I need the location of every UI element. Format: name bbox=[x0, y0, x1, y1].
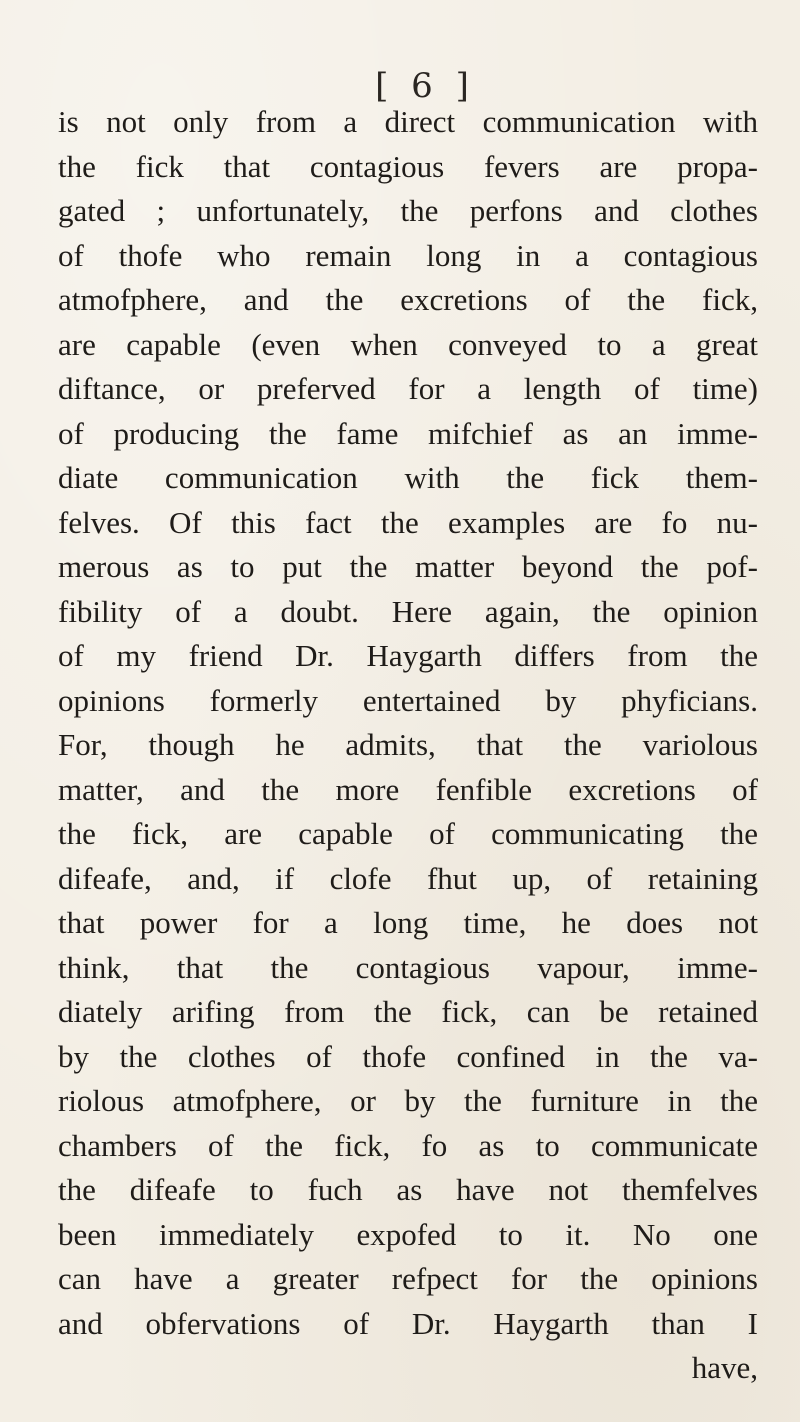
text-line: the fick that contagious fevers are propa- bbox=[58, 148, 758, 184]
text-line: For, though he admits, that the variolous bbox=[58, 727, 758, 762]
text-line: of producing the fame mifchief as an imme- bbox=[58, 415, 758, 451]
text-line: felves. Of this fact the examples are fo nu- bbox=[58, 504, 758, 540]
text-line: are capable (even when conveyed to a great bbox=[58, 326, 758, 362]
body-text bbox=[58, 100, 758, 1391]
page-number: [ 6 ] bbox=[375, 66, 475, 106]
text-line: by the clothes of thofe confined in the va- bbox=[58, 1038, 758, 1074]
text-line: of thofe who remain long in a contagious bbox=[58, 237, 758, 273]
text-line: diately arifing from the fick, can be retained bbox=[58, 994, 758, 1029]
text-line: chambers of the fick, fo as to communicate bbox=[58, 1127, 758, 1163]
text-line: of my friend Dr. Haygarth differs from the bbox=[58, 638, 758, 673]
text-line: the difeafe to fuch as have not themfelves bbox=[58, 1172, 758, 1207]
text-line: opinions formerly entertained by phyficians. bbox=[58, 682, 758, 718]
text-line: fibility of a doubt. Here again, the opinion bbox=[58, 593, 758, 629]
text-line: can have a greater refpect for the opinions bbox=[58, 1261, 758, 1296]
text-line: atmofphere, and the excretions of the fick, bbox=[58, 282, 758, 317]
text-line: the fick, are capable of communicating the bbox=[58, 816, 758, 851]
text-line: gated ; unfortunately, the perfons and clothes bbox=[58, 193, 758, 228]
text-line: riolous atmofphere, or by the furniture in the bbox=[58, 1083, 758, 1118]
text-line: and obfervations of Dr. Haygarth than I bbox=[58, 1305, 758, 1341]
text-line: difeafe, and, if clofe fhut up, of retaining bbox=[58, 860, 758, 896]
text-line: been immediately expofed to it. No one bbox=[58, 1216, 758, 1252]
text-line: merous as to put the matter beyond the pof- bbox=[58, 549, 758, 584]
text-line: is not only from a direct communication with bbox=[58, 104, 758, 139]
text-line: diftance, or preferved for a length of time) bbox=[58, 371, 758, 406]
text-line: that power for a long time, he does not bbox=[58, 905, 758, 940]
catchword: have, bbox=[691, 1350, 758, 1385]
text-line: think, that the contagious vapour, imme- bbox=[58, 949, 758, 985]
text-line: diate communication with the fick them- bbox=[58, 460, 758, 495]
text-line: matter, and the more fenfible excretions of bbox=[58, 771, 758, 807]
